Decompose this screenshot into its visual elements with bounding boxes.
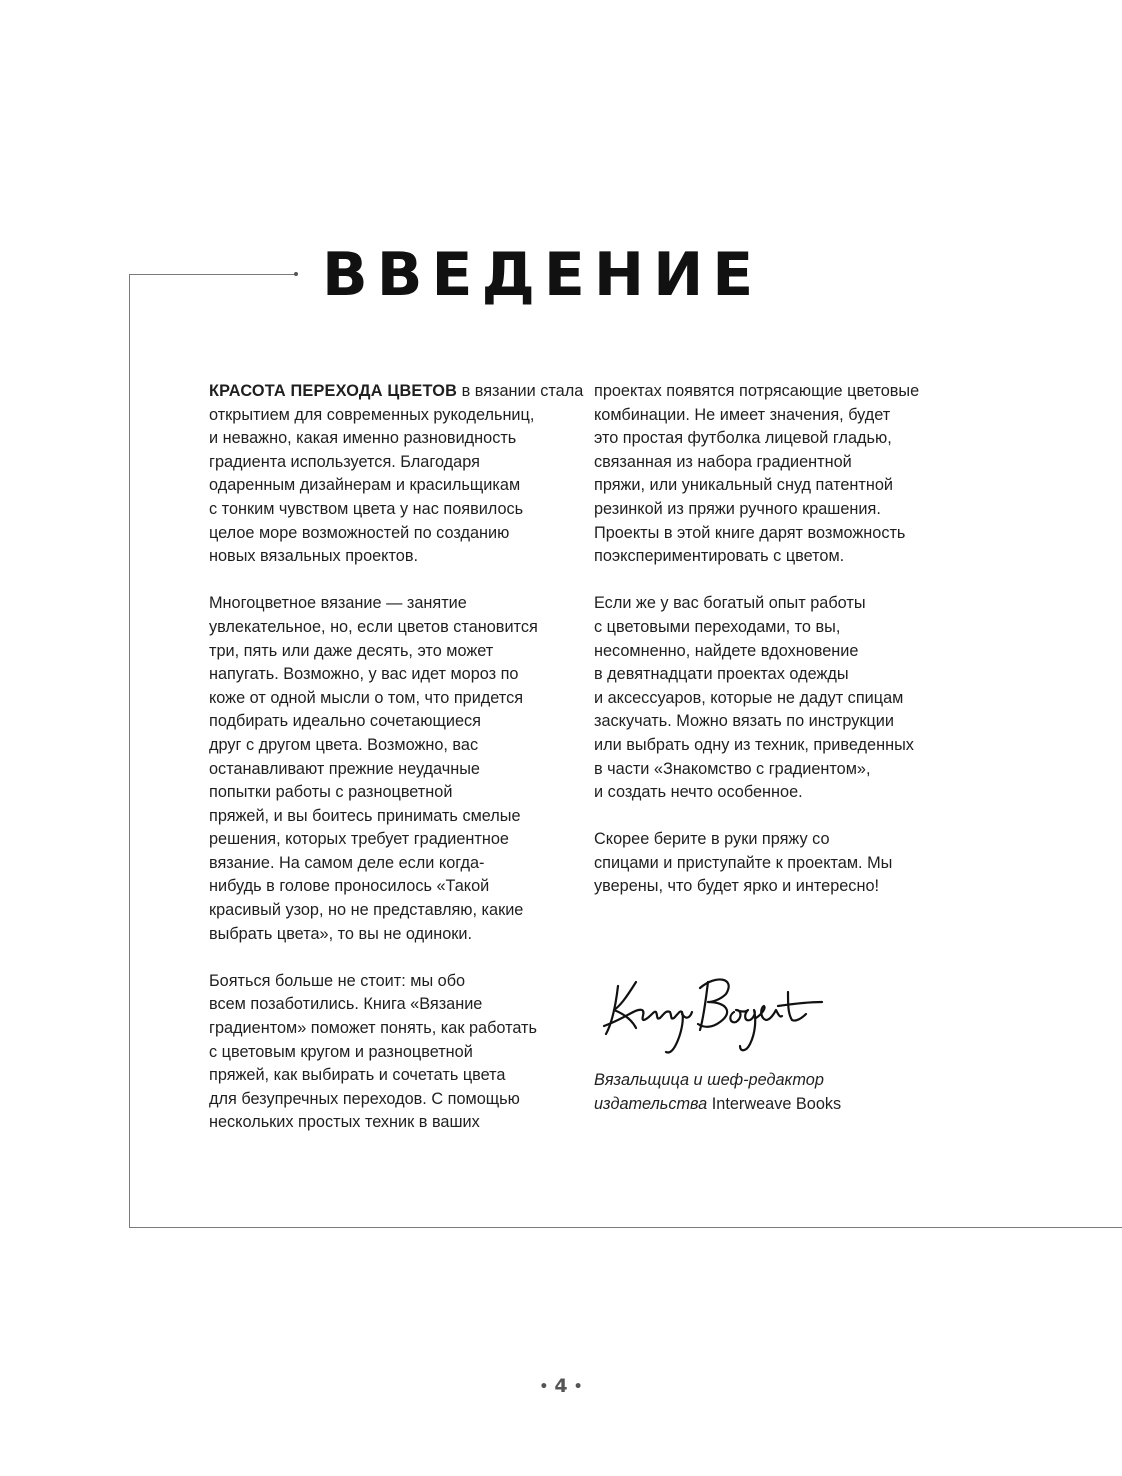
- frame-dot: [294, 272, 298, 276]
- caption-line-1: [594, 1069, 841, 1093]
- paragraph-2: Многоцветное вязание — занятие увлекательное, но, если цветов становится три, пять или даже десять, это может напугать. Возможно, у вас идет мороз по коже от одной мысли о том, что придется подбирать идеально сочетающиеся друг с другом цвета. Возможно, вас останавливают прежние неудачные попытки работы с разноцветной пряжей, и вы боитесь принимать смелые решения, которых требует градиентное вязание. На самом деле если когда- нибудь в голове проносилось «Такой красивый узор, но не представляю, какие выбрать цвета», то вы не одиноки.: [209, 594, 538, 943]
- paragraph-4: проектах появятся потрясающие цветовые комбинации. Не имеет значения, будет это простая футболка лицевой гладью, связанная из набора градиентной пряжи, или уникальный снуд патентной резинкой из пряжи ручного крашения. Проекты в этой книге дарят возможность поэкспериментировать с цветом.: [594, 382, 920, 566]
- intro-paragraph-text: в вязании стала открытием для современных рукодельниц, и неважно, какая именно разновидность градиента используется. Благодаря одаренным дизайнерам и красильщикам с тонким чувством цвета у нас появилось целое море возможностей по созданию новых вязальных проектов.: [209, 382, 584, 566]
- left-column: [209, 380, 589, 1159]
- page-number-dot-left: •: [539, 1379, 549, 1395]
- caption-publisher-label: издательства: [594, 1094, 708, 1113]
- page-number: [0, 1375, 1122, 1397]
- handwritten-signature: [596, 968, 826, 1060]
- lead-in: КРАСОТА ПЕРЕХОДА ЦВЕТОВ: [209, 382, 458, 400]
- right-column: [594, 380, 974, 923]
- paragraph-6: Скорее берите в руки пряжу со спицами и приступайте к проектам. Мы уверены, что будет ярко и интересно!: [594, 830, 893, 896]
- page-number-dot-right: •: [573, 1379, 583, 1395]
- paragraph-5: Если же у вас богатый опыт работы с цветовыми переходами, то вы, несомненно, найдете вдохновение в девятнадцати проектах одежды и аксессуаров, которые не дадут спицам заскучать. Можно вязать по инструкции или выбрать одну из техник, приведенных в части «Знакомство с градиентом», и создать нечто особенное.: [594, 594, 914, 802]
- frame-line-left: [129, 274, 130, 1227]
- paragraph-3: Бояться больше не стоит: мы обо всем позаботились. Книга «Вязание градиентом» поможет понять, как работать с цветовым кругом и разноцветной пряжей, как выбирать и сочетать цвета для безупречных переходов. С помощью нескольких простых техник в ваших: [209, 971, 538, 1132]
- frame-line-top: [129, 274, 296, 275]
- page-number-value: 4: [554, 1375, 568, 1397]
- page-title: ВВЕДЕНИЕ: [322, 240, 763, 310]
- caption-publisher-name: Interweave Books: [707, 1094, 842, 1113]
- frame-line-bottom: [129, 1227, 1122, 1228]
- intro-paragraph: [209, 380, 589, 569]
- caption-line-2: [594, 1093, 841, 1117]
- signature-caption: [594, 1069, 841, 1116]
- caption-role: Вязальщица и шеф-редактор: [594, 1071, 824, 1089]
